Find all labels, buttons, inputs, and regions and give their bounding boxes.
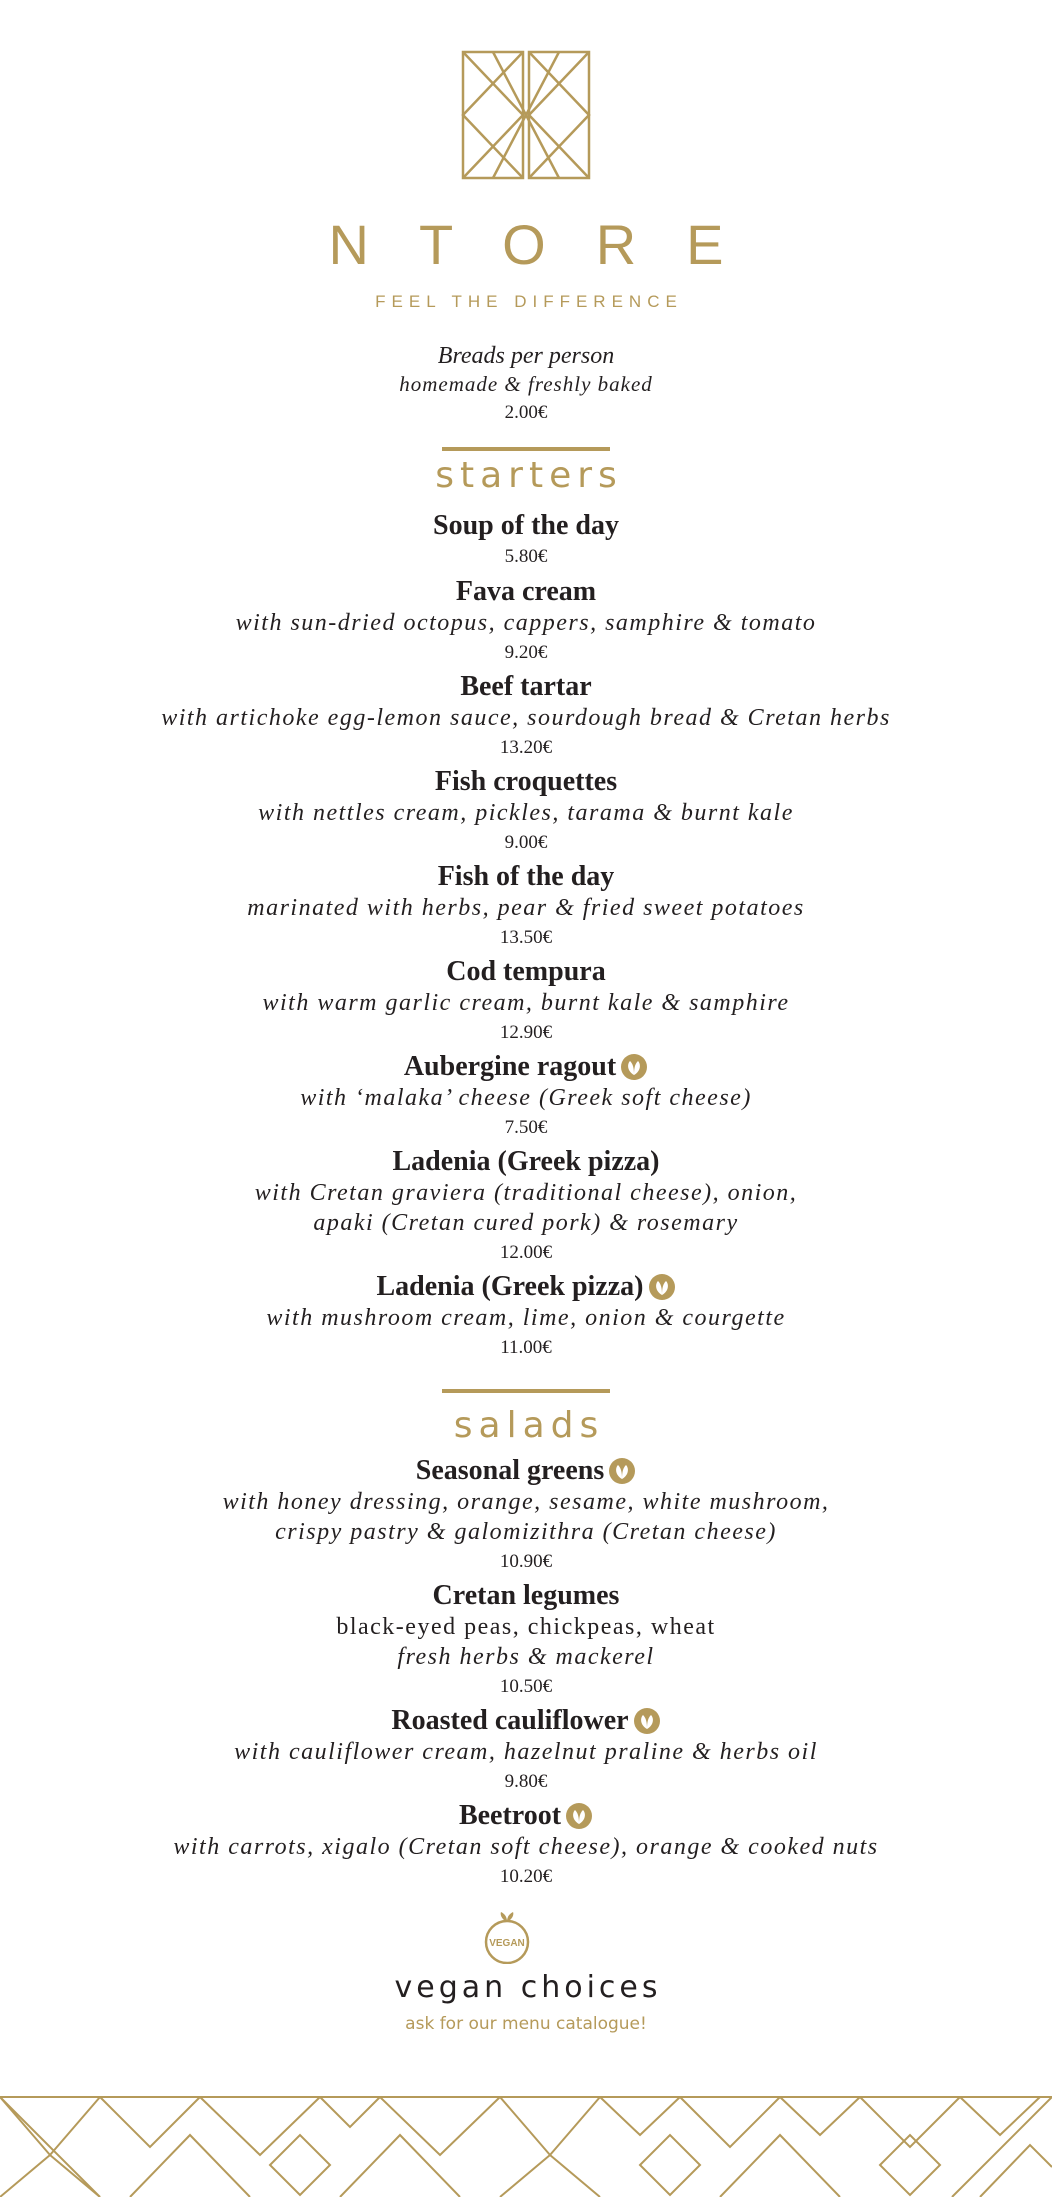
logo-icon	[461, 50, 591, 180]
item-name: Roasted cauliflower	[391, 1705, 629, 1736]
item-description: marinated with herbs, pear & fried sweet potatoes	[247, 895, 805, 921]
item-price: 10.50€	[499, 1676, 553, 1697]
item-name-row	[459, 1800, 593, 1832]
item-price: 9.80€	[504, 1771, 548, 1792]
menu-item	[0, 510, 1052, 572]
item-name: Beef tartar	[460, 671, 592, 702]
item-description-line2: fresh herbs & mackerel	[397, 1644, 655, 1670]
vegan-choices-title: vegan choices	[394, 1970, 662, 2005]
item-description: with cauliflower cream, hazelnut praline & herbs oil	[234, 1739, 818, 1765]
item-description: with artichoke egg-lemon sauce, sourdough bread & Cretan herbs	[161, 705, 891, 731]
vegan-badge-text: VEGAN	[489, 1938, 525, 1949]
menu-item	[0, 1800, 1052, 1892]
vegan-badge-icon	[481, 1912, 533, 1964]
item-name-row	[391, 1705, 660, 1737]
bread-price: 2.00€	[504, 402, 548, 423]
item-description: with sun-dried octopus, cappers, samphire & tomato	[235, 610, 817, 636]
brand-name: NTORE	[328, 213, 774, 276]
vegan-choices-subtitle: ask for our menu catalogue!	[405, 2014, 647, 2034]
menu-item	[0, 1146, 1052, 1268]
item-price: 13.20€	[499, 737, 553, 758]
item-price: 7.50€	[504, 1117, 548, 1138]
item-name: Beetroot	[458, 1800, 562, 1831]
vegan-leaf-icon	[565, 1802, 593, 1830]
vegan-leaf-icon	[648, 1273, 676, 1301]
item-name-row	[376, 1271, 675, 1303]
menu-item	[0, 766, 1052, 858]
item-name: Aubergine ragout	[403, 1051, 617, 1082]
starters-heading: starters	[435, 455, 623, 496]
item-description: with ‘malaka’ cheese (Greek soft cheese)	[300, 1085, 752, 1111]
item-name-row	[404, 1051, 648, 1083]
item-price: 9.00€	[504, 832, 548, 853]
item-price: 12.00€	[499, 1242, 553, 1263]
item-description: with nettles cream, pickles, tarama & burnt kale	[258, 800, 794, 826]
item-name: Seasonal greens	[415, 1455, 605, 1486]
bread-title: Breads per person	[437, 343, 615, 369]
item-name: Ladenia (Greek pizza)	[376, 1271, 644, 1302]
item-description-line2: apaki (Cretan cured pork) & rosemary	[313, 1210, 739, 1236]
item-name: Cod tempura	[446, 956, 606, 987]
vegan-leaf-icon	[608, 1457, 636, 1485]
item-name: Fish croquettes	[434, 766, 618, 797]
item-price: 11.00€	[500, 1337, 552, 1358]
vegan-leaf-icon	[633, 1707, 661, 1735]
item-description: with warm garlic cream, burnt kale & samphire	[262, 990, 790, 1016]
item-description: black-eyed peas, chickpeas, wheat	[336, 1614, 716, 1640]
item-name: Fish of the day	[437, 861, 615, 892]
item-description: with carrots, xigalo (Cretan soft cheese), orange & cooked nuts	[173, 1834, 879, 1860]
bread-description: homemade & freshly baked	[399, 372, 653, 396]
menu-item	[0, 576, 1052, 668]
vegan-leaf-icon	[620, 1053, 648, 1081]
menu-item	[0, 861, 1052, 953]
brand-tagline: FEEL THE DIFFERENCE	[375, 292, 683, 311]
item-name: Fava cream	[455, 576, 597, 607]
item-description: with Cretan graviera (traditional cheese), onion,	[254, 1180, 798, 1206]
menu-item	[0, 956, 1052, 1048]
item-name: Ladenia (Greek pizza)	[392, 1146, 660, 1177]
item-price: 10.90€	[499, 1551, 553, 1572]
item-price: 13.50€	[499, 927, 553, 948]
menu-item	[0, 1705, 1052, 1797]
menu-item	[0, 1455, 1052, 1577]
section-divider	[442, 1389, 610, 1393]
menu-item	[0, 671, 1052, 763]
item-price: 5.80€	[504, 546, 548, 567]
menu-item	[0, 1271, 1052, 1363]
item-description: with honey dressing, orange, sesame, white mushroom,	[222, 1489, 830, 1515]
decorative-pattern	[0, 2095, 1052, 2197]
item-name-row	[416, 1455, 637, 1487]
section-divider	[442, 447, 610, 451]
menu-item	[0, 1580, 1052, 1702]
salads-heading: salads	[453, 1405, 605, 1446]
item-description-line2: crispy pastry & galomizithra (Cretan cheese)	[275, 1519, 777, 1545]
item-name: Soup of the day	[433, 510, 619, 541]
item-price: 10.20€	[499, 1866, 553, 1887]
item-price: 12.90€	[499, 1022, 553, 1043]
menu-item	[0, 1051, 1052, 1143]
item-description: with mushroom cream, lime, onion & courgette	[266, 1305, 786, 1331]
item-price: 9.20€	[504, 642, 548, 663]
item-name: Cretan legumes	[432, 1580, 620, 1611]
